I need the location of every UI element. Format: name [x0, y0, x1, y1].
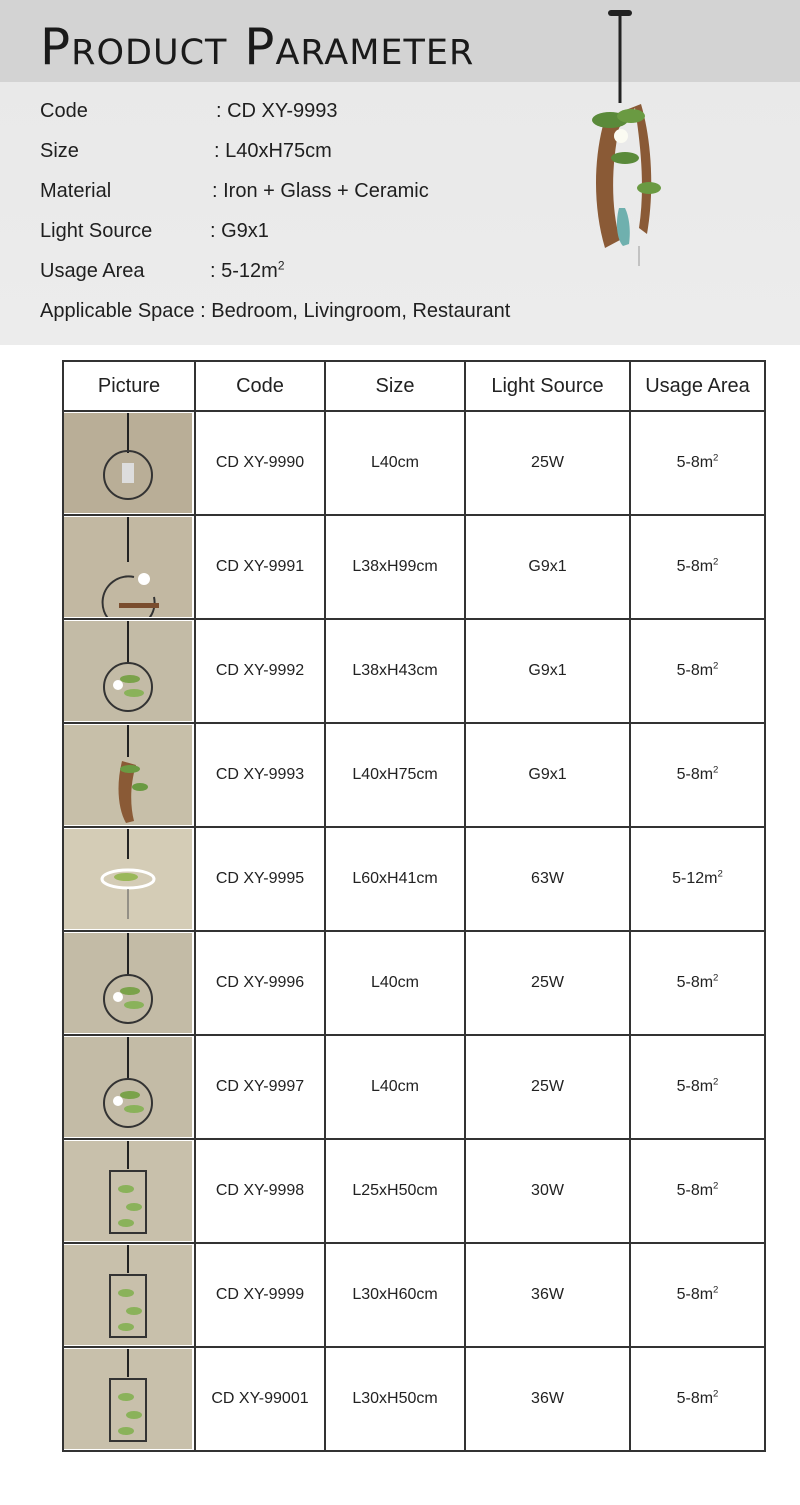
- header-code: Code: [195, 361, 325, 411]
- header-light-source: Light Source: [465, 361, 630, 411]
- cell-light-source: 30W: [465, 1139, 630, 1243]
- cell-light-source: 25W: [465, 1035, 630, 1139]
- cell-code: CD XY-9999: [195, 1243, 325, 1347]
- table-row: [63, 619, 765, 723]
- table-row: [63, 1243, 765, 1347]
- product-thumbnail: [64, 933, 192, 1033]
- table-row: [63, 1139, 765, 1243]
- cell-light-source: 25W: [465, 931, 630, 1035]
- cell-picture: [63, 619, 195, 723]
- table-row: [63, 827, 765, 931]
- cell-code: CD XY-9996: [195, 931, 325, 1035]
- cell-usage-area: $5-8m^2$: [630, 411, 765, 515]
- cell-code: CD XY-9992: [195, 619, 325, 723]
- cell-light-source: 63W: [465, 827, 630, 931]
- cell-picture: [63, 515, 195, 619]
- cell-usage-area: $5-8m^2$: [630, 931, 765, 1035]
- table-row: [63, 1035, 765, 1139]
- product-spec-table: [62, 360, 766, 1452]
- param-value: : Bedroom, Livingroom, Restaurant: [200, 300, 511, 322]
- cell-size: L25xH50cm: [325, 1139, 465, 1243]
- param-value: : G9x1: [210, 220, 269, 242]
- param-value: : $5-12m^2$: [210, 258, 285, 282]
- product-hero-image: [575, 8, 665, 270]
- cell-light-source: 25W: [465, 411, 630, 515]
- cell-code: CD XY-9995: [195, 827, 325, 931]
- product-thumbnail: [64, 413, 192, 513]
- param-label: Material: [40, 180, 112, 202]
- table-header-row: [63, 361, 765, 411]
- cell-size: L30xH60cm: [325, 1243, 465, 1347]
- cell-usage-area: $5-8m^2$: [630, 1139, 765, 1243]
- cell-light-source: G9x1: [465, 723, 630, 827]
- cell-usage-area: $5-12m^2$: [630, 827, 765, 931]
- param-row-light-source: [40, 217, 269, 245]
- product-thumbnail: [64, 1037, 192, 1137]
- param-row-usage-area: [40, 257, 285, 285]
- cell-picture: [63, 411, 195, 515]
- product-thumbnail: [64, 517, 192, 617]
- param-row-size: [40, 137, 332, 165]
- cell-usage-area: $5-8m^2$: [630, 619, 765, 723]
- cell-picture: [63, 931, 195, 1035]
- cell-usage-area: $5-8m^2$: [630, 1035, 765, 1139]
- product-thumbnail: [64, 725, 192, 825]
- cell-picture: [63, 1139, 195, 1243]
- param-value: : CD XY-9993: [216, 100, 338, 122]
- cell-picture: [63, 1035, 195, 1139]
- param-value: : Iron + Glass + Ceramic: [212, 180, 429, 202]
- cell-picture: [63, 1347, 195, 1451]
- cell-code: CD XY-9997: [195, 1035, 325, 1139]
- cell-code: CD XY-99001: [195, 1347, 325, 1451]
- page-title: Product Parameter: [40, 18, 475, 76]
- param-value: : L40xH75cm: [214, 140, 332, 162]
- product-thumbnail: [64, 621, 192, 721]
- param-label: Applicable Space: [40, 300, 195, 322]
- cell-size: L40xH75cm: [325, 723, 465, 827]
- cell-size: L38xH43cm: [325, 619, 465, 723]
- header-picture: Picture: [63, 361, 195, 411]
- table-row: [63, 723, 765, 827]
- cell-code: CD XY-9993: [195, 723, 325, 827]
- cell-usage-area: $5-8m^2$: [630, 1243, 765, 1347]
- cell-size: L40cm: [325, 931, 465, 1035]
- table-row: [63, 1347, 765, 1451]
- cell-light-source: G9x1: [465, 515, 630, 619]
- param-label: Usage Area: [40, 260, 145, 282]
- param-row-applicable-space: [40, 297, 510, 325]
- cell-size: L38xH99cm: [325, 515, 465, 619]
- cell-size: L30xH50cm: [325, 1347, 465, 1451]
- cell-size: L40cm: [325, 411, 465, 515]
- cell-light-source: G9x1: [465, 619, 630, 723]
- cell-light-source: 36W: [465, 1243, 630, 1347]
- cell-picture: [63, 723, 195, 827]
- table-row: [63, 931, 765, 1035]
- product-thumbnail: [64, 1141, 192, 1241]
- param-row-material: [40, 177, 429, 205]
- cell-size: L40cm: [325, 1035, 465, 1139]
- param-row-code: [40, 97, 338, 125]
- cell-usage-area: $5-8m^2$: [630, 515, 765, 619]
- table-row: [63, 411, 765, 515]
- cell-code: CD XY-9990: [195, 411, 325, 515]
- cell-code: CD XY-9991: [195, 515, 325, 619]
- cell-usage-area: $5-8m^2$: [630, 1347, 765, 1451]
- header-size: Size: [325, 361, 465, 411]
- product-thumbnail: [64, 1245, 192, 1345]
- table-row: [63, 515, 765, 619]
- product-thumbnail: [64, 1349, 192, 1449]
- param-label: Code: [40, 100, 88, 122]
- cell-size: L60xH41cm: [325, 827, 465, 931]
- header-usage-area: Usage Area: [630, 361, 765, 411]
- param-label: Light Source: [40, 220, 153, 242]
- cell-picture: [63, 1243, 195, 1347]
- cell-picture: [63, 827, 195, 931]
- cell-code: CD XY-9998: [195, 1139, 325, 1243]
- parameter-panel: [0, 0, 800, 345]
- cell-usage-area: $5-8m^2$: [630, 723, 765, 827]
- param-label: Size: [40, 140, 79, 162]
- product-thumbnail: [64, 829, 192, 929]
- cell-light-source: 36W: [465, 1347, 630, 1451]
